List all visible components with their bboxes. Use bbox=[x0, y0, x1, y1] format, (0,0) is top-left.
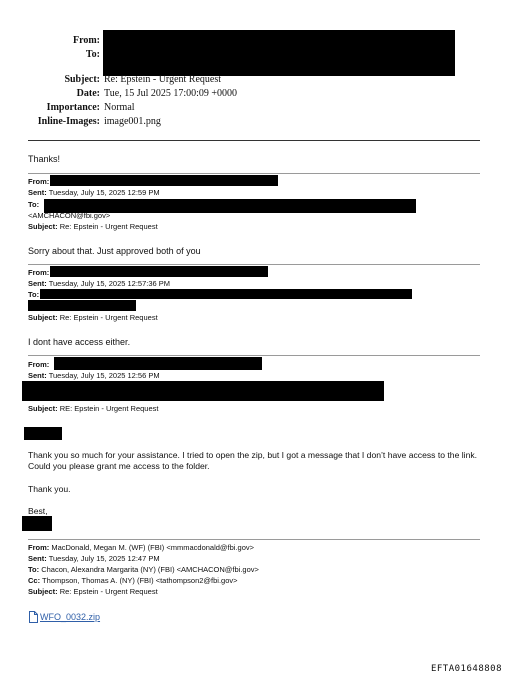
message-divider bbox=[28, 264, 480, 265]
msg1-subject: Subject: Re: Epstein - Urgent Request bbox=[28, 222, 158, 231]
header-subject-label: Subject: bbox=[64, 74, 100, 85]
header-importance-value: Normal bbox=[104, 102, 135, 113]
header-inline-images-row bbox=[0, 115, 250, 128]
redaction-block bbox=[50, 266, 268, 277]
redaction-block bbox=[40, 289, 412, 299]
redaction-block bbox=[54, 357, 262, 370]
message-divider bbox=[28, 355, 480, 356]
msg3-sent: Sent: Tuesday, July 15, 2025 12:56 PM bbox=[28, 371, 160, 380]
msg4-sent: Sent: Tuesday, July 15, 2025 12:47 PM bbox=[28, 554, 160, 563]
msg3-body: Thank you so much for your assistance. I tried to open the zip, but I got a message that I don’t have access to the link. Could you please grant me access to the folder. bbox=[28, 450, 478, 471]
msg2-from-label: From: bbox=[28, 268, 50, 277]
header-importance-row bbox=[0, 101, 250, 114]
msg1-to-extra: <AMCHACON@fbi.gov> bbox=[28, 211, 111, 220]
msg3-from-label: From: bbox=[28, 360, 50, 369]
msg3-thank-you: Thank you. bbox=[28, 484, 71, 494]
redaction-block bbox=[28, 300, 136, 311]
redaction-block bbox=[50, 175, 278, 186]
msg4-from: From: MacDonald, Megan M. (WF) (FBI) <mmmacdonald@fbi.gov> bbox=[28, 543, 255, 552]
msg4-cc: Cc: Thompson, Thomas A. (NY) (FBI) <tathompson2@fbi.gov> bbox=[28, 576, 238, 585]
msg2-to-label: To: bbox=[28, 290, 40, 299]
header-date-value: Tue, 15 Jul 2025 17:00:09 +0000 bbox=[104, 88, 238, 99]
header-to-label: To: bbox=[85, 49, 100, 60]
msg1-body: Sorry about that. Just approved both of you bbox=[28, 246, 201, 256]
msg3-signoff: Best, bbox=[28, 506, 48, 516]
msg3-subject: Subject: RE: Epstein - Urgent Request bbox=[28, 404, 159, 413]
msg1-from-label: From: bbox=[28, 177, 50, 186]
msg2-body: I dont have access either. bbox=[28, 337, 131, 347]
reply-thanks: Thanks! bbox=[28, 154, 61, 164]
redaction-block bbox=[22, 516, 52, 531]
attachment-name[interactable]: WFO_0032.zip bbox=[40, 612, 101, 622]
header-inline-images-label: Inline-Images: bbox=[37, 116, 100, 127]
header-divider bbox=[28, 140, 480, 141]
header-inline-images-value: image001.png bbox=[104, 116, 161, 127]
message-divider bbox=[28, 539, 480, 540]
msg1-sent: Sent: Tuesday, July 15, 2025 12:59 PM bbox=[28, 188, 160, 197]
header-from-label: From: bbox=[72, 35, 100, 46]
file-icon bbox=[29, 611, 38, 623]
message-divider bbox=[28, 173, 480, 174]
msg4-subject: Subject: Re: Epstein - Urgent Request bbox=[28, 587, 158, 596]
redaction-block bbox=[22, 381, 384, 401]
msg1-to-label: To: bbox=[28, 200, 40, 209]
redaction-block bbox=[24, 427, 62, 440]
redaction-block bbox=[103, 30, 455, 76]
page-id: EFTA01648808 bbox=[430, 664, 502, 674]
header-subject-row bbox=[0, 73, 250, 86]
header-subject-value: Re: Epstein - Urgent Request bbox=[104, 74, 222, 85]
header-importance-label: Importance: bbox=[46, 102, 100, 113]
header-date-label: Date: bbox=[76, 88, 100, 99]
header-date-row bbox=[0, 87, 250, 100]
msg4-to: To: Chacon, Alexandra Margarita (NY) (FBI) <AMCHACON@fbi.gov> bbox=[28, 565, 259, 574]
msg2-sent: Sent: Tuesday, July 15, 2025 12:57:36 PM bbox=[28, 279, 171, 288]
msg2-subject: Subject: Re: Epstein - Urgent Request bbox=[28, 313, 158, 322]
